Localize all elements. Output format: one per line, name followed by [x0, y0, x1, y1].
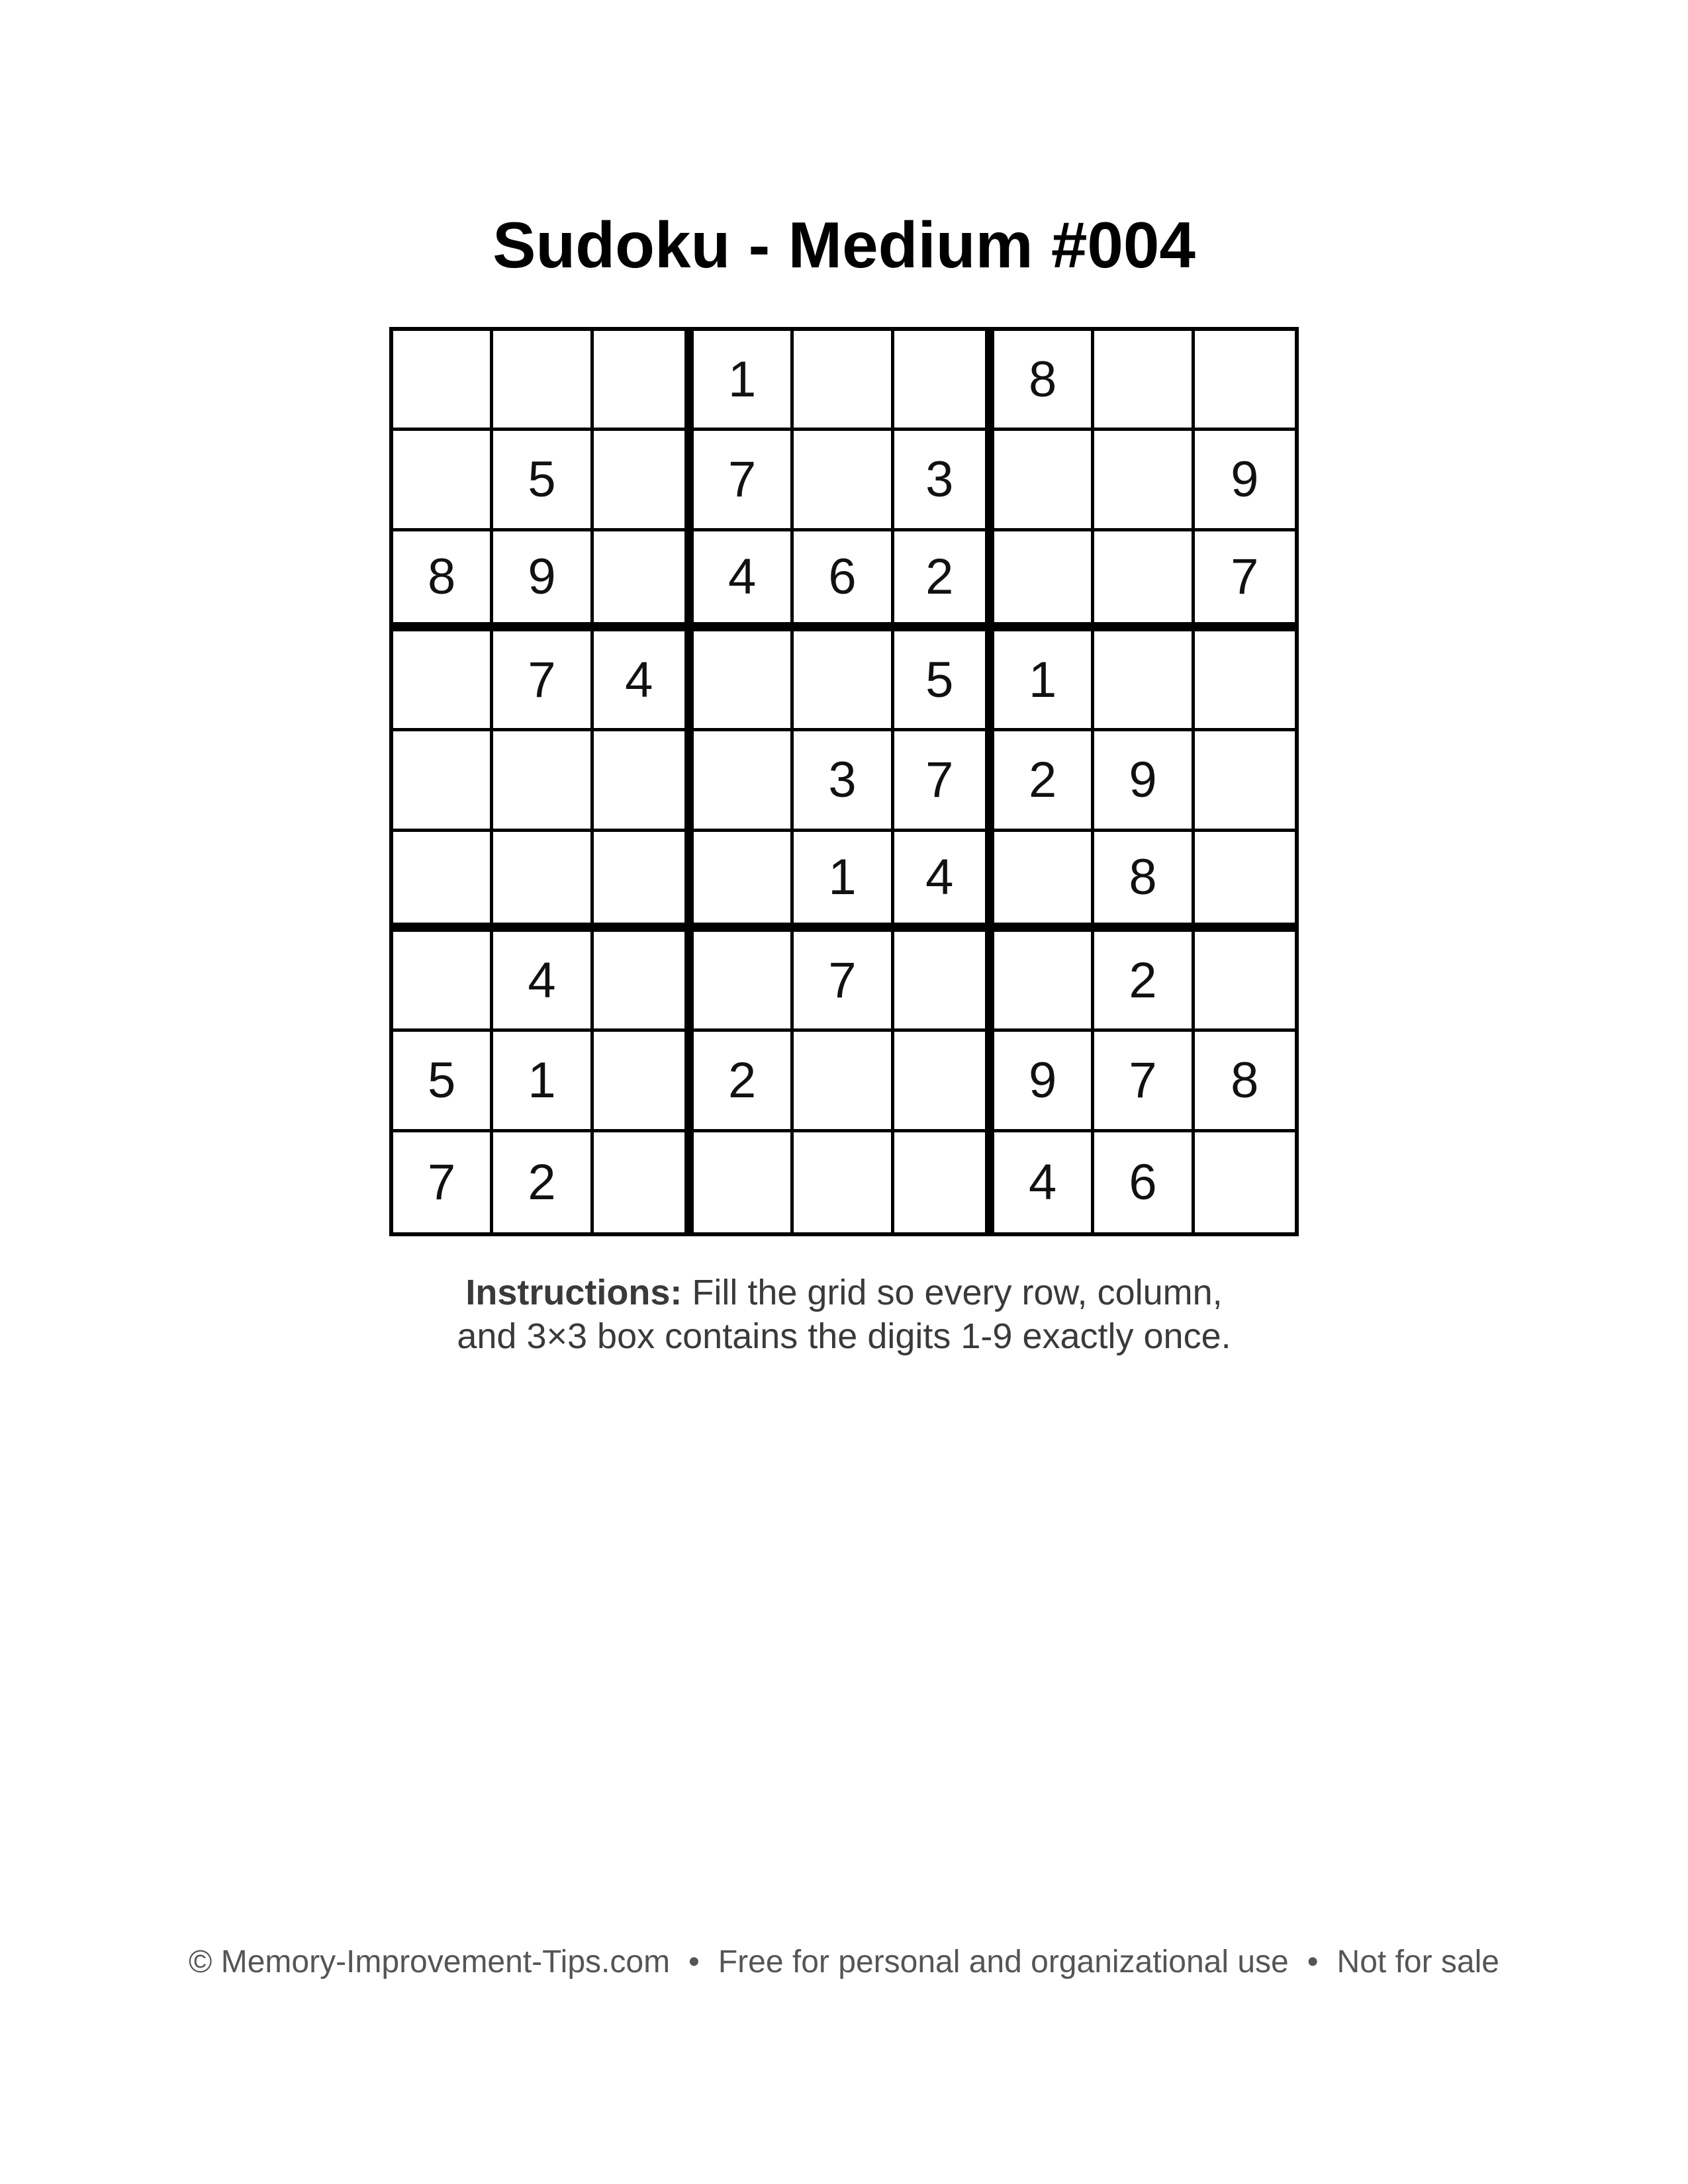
sudoku-cell-given: 2: [694, 1032, 794, 1132]
sudoku-cell-empty[interactable]: [694, 832, 794, 932]
sudoku-cell-given: 5: [493, 431, 593, 531]
sudoku-cell-given: 4: [694, 531, 794, 631]
sudoku-cell-empty[interactable]: [1195, 1132, 1295, 1232]
footer-separator: •: [688, 1944, 700, 1979]
sudoku-cell-empty[interactable]: [1195, 832, 1295, 932]
sudoku-cell-empty[interactable]: [594, 331, 694, 431]
instructions-text-1: Fill the grid so every row, column,: [682, 1273, 1223, 1312]
sudoku-cell-empty[interactable]: [1094, 531, 1194, 631]
sudoku-cell-empty[interactable]: [594, 1032, 694, 1132]
sudoku-cell-empty[interactable]: [694, 932, 794, 1032]
sudoku-cell-given: 7: [1094, 1032, 1194, 1132]
footer-sale: Not for sale: [1336, 1944, 1499, 1979]
sudoku-cell-empty[interactable]: [794, 1032, 894, 1132]
footer-separator: •: [1307, 1944, 1319, 1979]
sudoku-cell-empty[interactable]: [1094, 431, 1194, 531]
sudoku-cell-empty[interactable]: [493, 331, 593, 431]
sudoku-cell-empty[interactable]: [594, 431, 694, 531]
sudoku-cell-empty[interactable]: [393, 832, 493, 932]
sudoku-cell-given: 5: [393, 1032, 493, 1132]
sudoku-cell-given: 4: [894, 832, 994, 932]
sudoku-cell-given: 3: [794, 731, 894, 831]
puzzle-title: Sudoku - Medium #004: [492, 208, 1196, 281]
sudoku-cell-empty[interactable]: [1195, 631, 1295, 731]
sudoku-cell-given: 9: [994, 1032, 1094, 1132]
sudoku-cell-empty[interactable]: [493, 832, 593, 932]
footer: [0, 1942, 1688, 1982]
sudoku-cell-empty[interactable]: [894, 331, 994, 431]
sudoku-cell-given: 9: [1195, 431, 1295, 531]
sudoku-cell-empty[interactable]: [1195, 731, 1295, 831]
sudoku-cell-empty[interactable]: [894, 932, 994, 1032]
instructions-label: Instructions:: [465, 1273, 682, 1312]
sudoku-cell-given: 7: [393, 1132, 493, 1232]
sudoku-cell-empty[interactable]: [594, 531, 694, 631]
footer-usage: Free for personal and organizational use: [718, 1944, 1289, 1979]
sudoku-cell-given: 7: [794, 932, 894, 1032]
sudoku-cell-given: 7: [493, 631, 593, 731]
sudoku-cell-given: 2: [1094, 932, 1194, 1032]
sudoku-cell-empty[interactable]: [694, 631, 794, 731]
instructions-line-1: [0, 1271, 1688, 1314]
sudoku-cell-given: 1: [994, 631, 1094, 731]
sudoku-cell-given: 8: [994, 331, 1094, 431]
sudoku-grid: [389, 327, 1299, 1236]
sudoku-cell-empty[interactable]: [393, 731, 493, 831]
sudoku-cell-given: 1: [694, 331, 794, 431]
sudoku-cell-empty[interactable]: [994, 431, 1094, 531]
sudoku-cell-empty[interactable]: [1094, 331, 1194, 431]
sudoku-cell-given: 6: [794, 531, 894, 631]
sudoku-cell-empty[interactable]: [994, 932, 1094, 1032]
sudoku-cell-given: 6: [1094, 1132, 1194, 1232]
sudoku-cell-empty[interactable]: [493, 731, 593, 831]
sudoku-cell-given: 1: [794, 832, 894, 932]
sudoku-cell-empty[interactable]: [1195, 932, 1295, 1032]
sudoku-cell-empty[interactable]: [794, 631, 894, 731]
sudoku-cell-empty[interactable]: [594, 932, 694, 1032]
sudoku-cell-empty[interactable]: [694, 731, 794, 831]
sudoku-cell-empty[interactable]: [1195, 331, 1295, 431]
instructions-line-2: and 3×3 box contains the digits 1-9 exactly once.: [457, 1316, 1231, 1356]
sudoku-cell-empty[interactable]: [594, 731, 694, 831]
sudoku-cell-empty[interactable]: [393, 331, 493, 431]
sudoku-cell-empty[interactable]: [894, 1032, 994, 1132]
sudoku-cell-empty[interactable]: [794, 431, 894, 531]
instructions: [0, 1271, 1688, 1358]
sudoku-cell-given: 8: [393, 531, 493, 631]
sudoku-cell-given: 4: [994, 1132, 1094, 1232]
sudoku-cell-empty[interactable]: [894, 1132, 994, 1232]
sudoku-cell-empty[interactable]: [393, 932, 493, 1032]
sudoku-cell-given: 2: [894, 531, 994, 631]
sudoku-cell-given: 7: [694, 431, 794, 531]
sudoku-cell-given: 5: [894, 631, 994, 731]
sudoku-cell-empty[interactable]: [994, 531, 1094, 631]
sudoku-cell-given: 2: [493, 1132, 593, 1232]
sudoku-cell-given: 1: [493, 1032, 593, 1132]
sudoku-cell-empty[interactable]: [1094, 631, 1194, 731]
sudoku-cell-given: 9: [493, 531, 593, 631]
sudoku-cell-given: 3: [894, 431, 994, 531]
sudoku-cell-given: 7: [1195, 531, 1295, 631]
sudoku-cell-given: 9: [1094, 731, 1194, 831]
sudoku-cell-given: 7: [894, 731, 994, 831]
sudoku-cell-given: 4: [493, 932, 593, 1032]
sudoku-cell-empty[interactable]: [794, 331, 894, 431]
sudoku-cell-empty[interactable]: [994, 832, 1094, 932]
sudoku-cell-empty[interactable]: [694, 1132, 794, 1232]
sudoku-cell-given: 4: [594, 631, 694, 731]
sudoku-cell-empty[interactable]: [594, 1132, 694, 1232]
sudoku-cell-given: 8: [1195, 1032, 1295, 1132]
footer-copyright: © Memory-Improvement-Tips.com: [189, 1944, 671, 1979]
sudoku-cell-given: 2: [994, 731, 1094, 831]
sudoku-cell-empty[interactable]: [393, 631, 493, 731]
sudoku-cell-empty[interactable]: [794, 1132, 894, 1232]
sudoku-cell-given: 8: [1094, 832, 1194, 932]
sudoku-cell-empty[interactable]: [594, 832, 694, 932]
sudoku-cell-empty[interactable]: [393, 431, 493, 531]
